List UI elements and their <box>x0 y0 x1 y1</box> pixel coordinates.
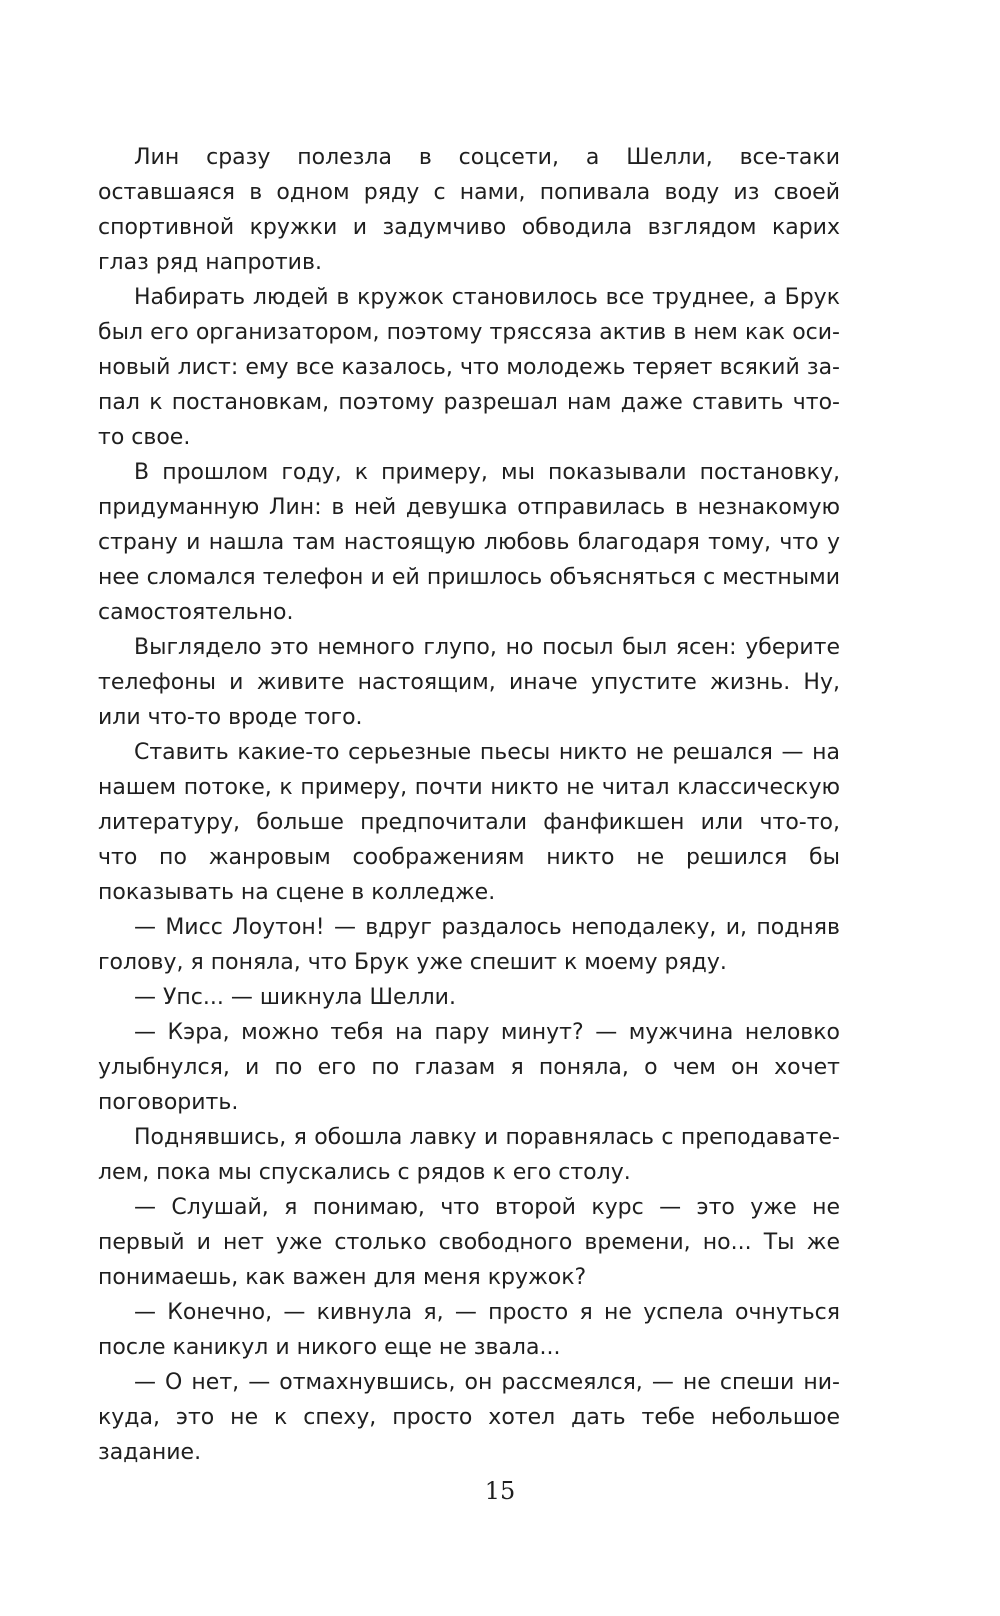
paragraph: — О нет, — отмахнувшись, он рассмеялся, — не спеши никуда, это не к спеху, просто хотел дать тебе небольшое задание. <box>98 1370 840 1465</box>
paragraph: Поднявшись, я обошла лавку и поравнялась с преподавателем, пока мы спускались с рядов к его столу. <box>98 1125 840 1185</box>
paragraph: — Слушай, я понимаю, что второй курс — это уже не первый и нет уже столько свободного времени, но... Ты же понимаешь, как важен для меня кружок? <box>98 1195 840 1290</box>
body-text <box>98 140 840 1470</box>
paragraph: — Кэра, можно тебя на пару минут? — мужчина неловко улыбнулся, и по его по глазам я поняла, о чем он хочет поговорить. <box>98 1020 840 1115</box>
paragraph: Ставить какие-то серьезные пьесы никто не решался — на нашем потоке, к примеру, почти никто не читал классическую литературу, больше предпочитали фанфикшен или что-то, что по жанровым соображениям никто не решился бы показывать на сцене в колледже. <box>98 740 840 905</box>
paragraph: В прошлом году, к примеру, мы показывали постановку, придуманную Лин: в ней девушка отправилась в незнакомую страну и нашла там настоящую любовь благодаря тому, что у нее сломался телефон и ей пришлось объясняться с местными самостоятельно. <box>98 460 840 625</box>
paragraph: Выглядело это немного глупо, но посыл был ясен: уберите телефоны и живите настоящим, иначе упустите жизнь. Ну, или что-то вроде того. <box>98 635 840 730</box>
paragraph: Набирать людей в кружок становилось все труднее, а Брук был его организатором, поэтому тряссяза актив в нем как осиновый лист: ему все казалось, что молодежь теряет всякий запал к постановкам, поэтому разрешал нам даже ставить что-то свое. <box>98 285 840 450</box>
paragraph: — Упс... — шикнула Шелли. <box>134 985 456 1010</box>
paragraph: — Конечно, — кивнула я, — просто я не успела очнуться после каникул и никого еще не звала... <box>98 1300 840 1360</box>
paragraph: Лин сразу полезла в соцсети, а Шелли, все-таки оставшаяся в одном ряду с нами, попивала воду из своей спортивной кружки и задумчиво обводила взглядом карих глаз ряд напротив. <box>98 145 840 275</box>
page-number: 15 <box>484 1477 516 1505</box>
paragraph: — Мисс Лоутон! — вдруг раздалось неподалеку, и, подняв голову, я поняла, что Брук уже спешит к моему ряду. <box>98 915 840 975</box>
